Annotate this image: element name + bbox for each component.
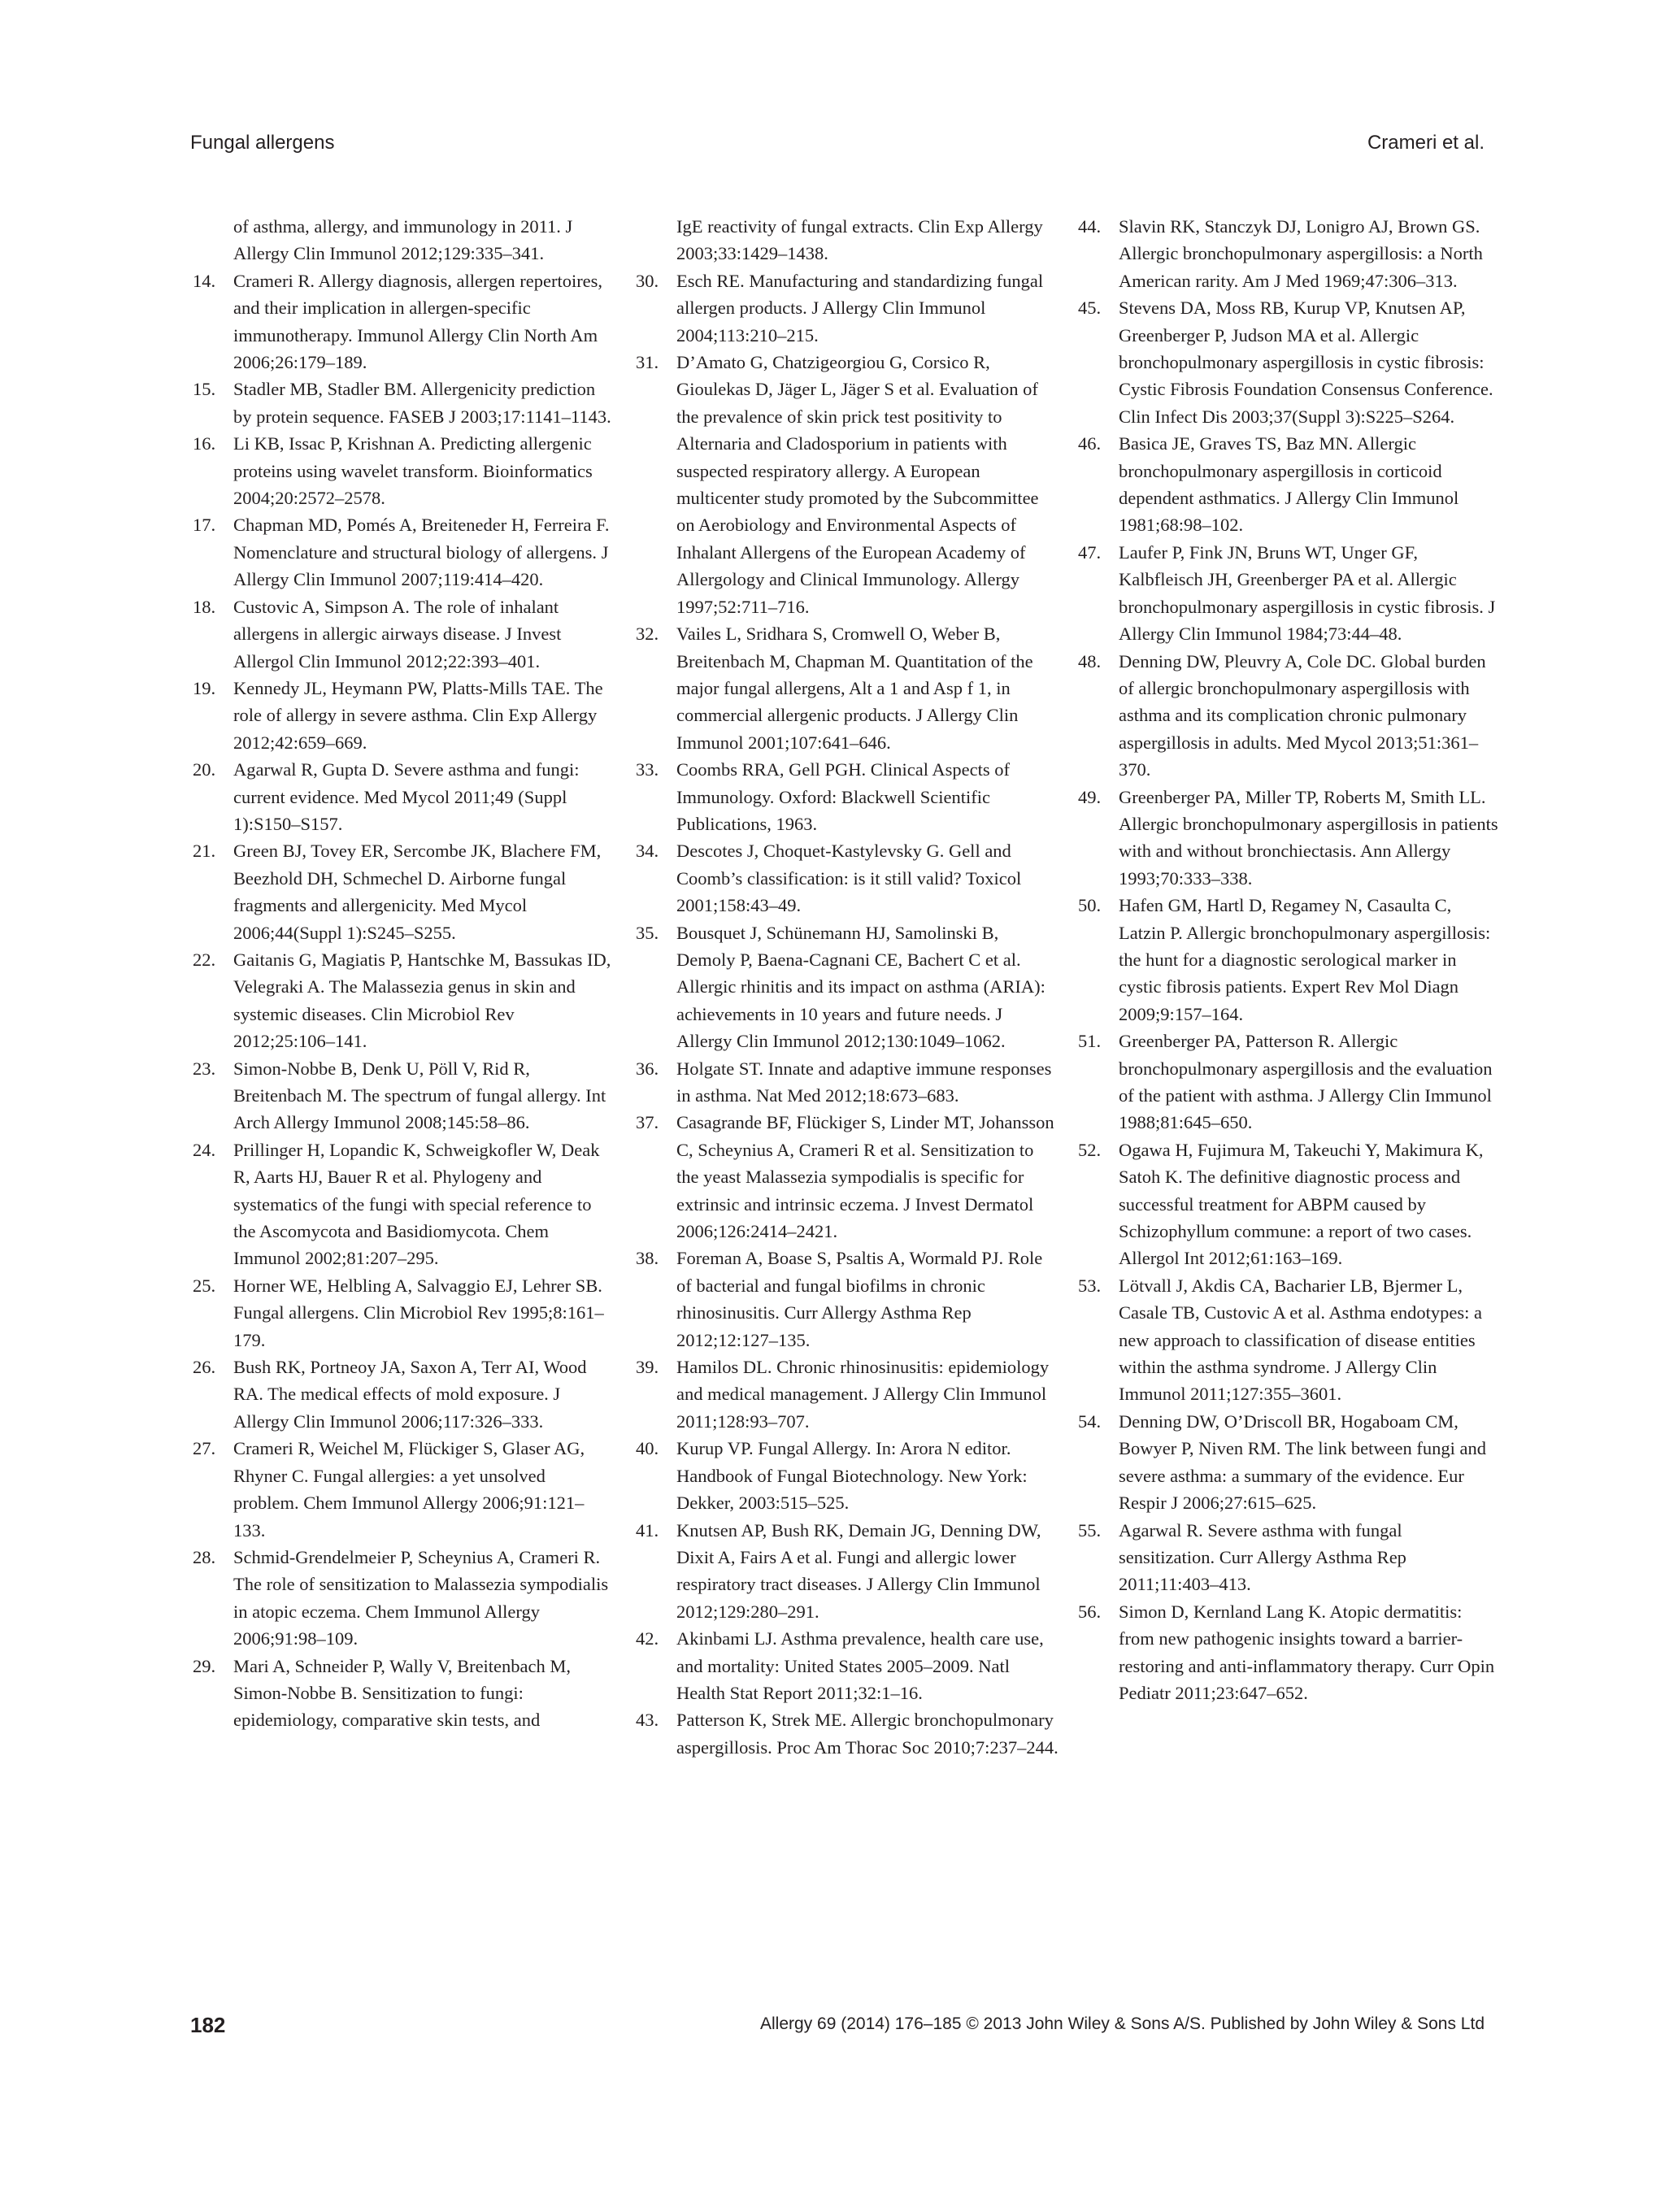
reference-number: 18.: [193, 596, 216, 617]
reference-entry: [193, 837, 615, 946]
reference-entry: [636, 919, 1059, 1055]
reference-text: Patterson K, Strek ME. Allergic bronchopulmonary aspergillosis. Proc Am Thorac Soc 2010;7:237–244.: [676, 1710, 1059, 1758]
reference-text: Casagrande BF, Flückiger S, Linder MT, Johansson C, Scheynius A, Crameri R et al. Sensitization to the yeast Malassezia sympodialis is specific for extrinsic and intrinsic eczema. J Invest Dermatol 2006;126:2414–2421.: [676, 1112, 1054, 1242]
reference-text: Slavin RK, Stanczyk DJ, Lonigro AJ, Brown GS. Allergic bronchopulmonary aspergillosis: a North American rarity. Am J Med 1969;47:306–313.: [1119, 216, 1483, 291]
reference-entry: [636, 1517, 1059, 1626]
reference-text: Foreman A, Boase S, Psaltis A, Wormald PJ. Role of bacterial and fungal biofilms in chronic rhinosinusitis. Curr Allergy Asthma Rep 2012;12:127–135.: [676, 1248, 1043, 1350]
reference-entry: [636, 837, 1059, 919]
reference-text: Green BJ, Tovey ER, Sercombe JK, Blachere FM, Beezhold DH, Schmechel D. Airborne fungal fragments and allergenicity. Med Mycol 2006;44(Suppl 1):S245–S255.: [233, 841, 602, 943]
reference-column-3: [1078, 213, 1501, 1706]
reference-text: Mari A, Schneider P, Wally V, Breitenbach M, Simon-Nobbe B. Sensitization to fungi: epidemiology, comparative skin tests, and: [233, 1655, 572, 1731]
reference-number: 42.: [636, 1628, 659, 1649]
reference-entry: [193, 756, 615, 837]
reference-number: 37.: [636, 1112, 659, 1133]
reference-number: 55.: [1078, 1519, 1102, 1541]
reference-text: Holgate ST. Innate and adaptive immune responses in asthma. Nat Med 2012;18:673–683.: [676, 1058, 1052, 1106]
reference-entry: [193, 1653, 615, 1734]
reference-text: Denning DW, O’Driscoll BR, Hogaboam CM, Bowyer P, Niven RM. The link between fungi and severe asthma: a summary of the evidence. Eur Respir J 2006;27:615–625.: [1119, 1410, 1487, 1514]
reference-text: Bousquet J, Schünemann HJ, Samolinski B, Demoly P, Baena-Cagnani CE, Bachert C et al. Allergic rhinitis and its impact on asthma (ARIA): achievements in 10 years and future needs. J Allergy Clin Immunol 2012;130:1049–1062.: [676, 922, 1046, 1052]
reference-entry: [1078, 892, 1501, 1028]
journal-citation: Allergy 69 (2014) 176–185 © 2013 John Wiley & Sons A/S. Published by John Wiley & Sons Ltd: [760, 2014, 1485, 2033]
reference-text: Kennedy JL, Heymann PW, Platts-Mills TAE. The role of allergy in severe asthma. Clin Exp Allergy 2012;42:659–669.: [233, 677, 603, 753]
reference-text: Agarwal R, Gupta D. Severe asthma and fungi: current evidence. Med Mycol 2011;49 (Suppl 1):S150–S157.: [233, 759, 580, 834]
reference-column-1: [193, 213, 615, 1734]
reference-number: 50.: [1078, 895, 1102, 916]
reference-number: 14.: [193, 270, 216, 291]
reference-entry: [1078, 539, 1501, 648]
reference-number: 27.: [193, 1438, 216, 1459]
reference-text: Greenberger PA, Miller TP, Roberts M, Smith LL. Allergic bronchopulmonary aspergillosis in patients with and without bronchiectasis. Ann Allergy 1993;70:333–338.: [1119, 786, 1498, 889]
reference-number: 49.: [1078, 786, 1102, 807]
reference-entry: [1078, 1408, 1501, 1517]
reference-text: Hamilos DL. Chronic rhinosinusitis: epidemiology and medical management. J Allergy Clin Immunol 2011;128:93–707.: [676, 1357, 1050, 1432]
reference-text: Basica JE, Graves TS, Baz MN. Allergic bronchopulmonary aspergillosis in corticoid dependent asthmatics. J Allergy Clin Immunol 1981;68:98–102.: [1119, 433, 1459, 536]
reference-entry: [1078, 1028, 1501, 1136]
reference-number: 31.: [636, 352, 659, 373]
reference-entry: [1078, 1136, 1501, 1272]
reference-text: Stevens DA, Moss RB, Kurup VP, Knutsen AP, Greenberger P, Judson MA et al. Allergic bronchopulmonary aspergillosis in cystic fibrosis: Cystic Fibrosis Foundation Consensus Conference. Clin Infect Dis 2003;37(Suppl 3):S225–S264.: [1119, 298, 1493, 427]
reference-entry: [193, 1544, 615, 1653]
reference-entry: [1078, 1272, 1501, 1408]
reference-number: 24.: [193, 1139, 216, 1160]
reference-text: Greenberger PA, Patterson R. Allergic bronchopulmonary aspergillosis and the evaluation of the patient with asthma. J Allergy Clin Immunol 1988;81:645–650.: [1119, 1031, 1493, 1133]
reference-text: Bush RK, Portneoy JA, Saxon A, Terr AI, Wood RA. The medical effects of mold exposure. J Allergy Clin Immunol 2006;117:326–333.: [233, 1357, 587, 1432]
reference-entry: [636, 1055, 1059, 1110]
reference-text: Simon-Nobbe B, Denk U, Pöll V, Rid R, Breitenbach M. The spectrum of fungal allergy. Int Arch Allergy Immunol 2008;145:58–86.: [233, 1058, 606, 1133]
reference-number: 19.: [193, 677, 216, 698]
reference-text: Chapman MD, Pomés A, Breiteneder H, Ferreira F. Nomenclature and structural biology of allergens. J Allergy Clin Immunol 2007;119:414–420.: [233, 515, 610, 590]
running-head-authors: Crameri et al.: [1367, 132, 1485, 154]
reference-entry: [636, 1354, 1059, 1435]
reference-text: D’Amato G, Chatzigeorgiou G, Corsico R, Gioulekas D, Jäger L, Jäger S et al. Evaluation of the prevalence of skin prick test positivity to Alternaria and Cladosporium in patients with suspected respiratory allergy. A European multicenter study promoted by the Subcommittee on Aerobiology and Environmental Aspects of Inhalant Allergens of the European Academy of Allergology and Clinical Immunology. Allergy 1997;52:711–716.: [676, 352, 1039, 617]
reference-text: Li KB, Issac P, Krishnan A. Predicting allergenic proteins using wavelet transform. Bioinformatics 2004;20:2572–2578.: [233, 433, 593, 509]
reference-entry: [193, 1354, 615, 1435]
reference-text: Simon D, Kernland Lang K. Atopic dermatitis: from new pathogenic insights toward a barrier-restoring and anti-inflammatory therapy. Curr Opin Pediatr 2011;23:647–652.: [1119, 1601, 1495, 1703]
reference-number: 35.: [636, 922, 659, 943]
reference-entry: [1078, 430, 1501, 539]
reference-text: Gaitanis G, Magiatis P, Hantschke M, Bassukas ID, Velegraki A. The Malassezia genus in skin and systemic diseases. Clin Microbiol Rev 2012;25:106–141.: [233, 949, 611, 1052]
reference-text: Descotes J, Choquet-Kastylevsky G. Gell and Coomb’s classification: is it still valid? Toxicol 2001;158:43–49.: [676, 841, 1022, 916]
reference-number: 33.: [636, 759, 659, 780]
reference-text: Laufer P, Fink JN, Bruns WT, Unger GF, Kalbfleisch JH, Greenberger PA et al. Allergic bronchopulmonary aspergillosis in cystic fibrosis. J Allergy Clin Immunol 1984;73:44–48.: [1119, 541, 1496, 645]
reference-number: 34.: [636, 841, 659, 862]
reference-entry: [636, 349, 1059, 620]
reference-text: Coombs RRA, Gell PGH. Clinical Aspects of Immunology. Oxford: Blackwell Scientific Publications, 1963.: [676, 759, 1010, 834]
reference-text: Custovic A, Simpson A. The role of inhalant allergens in allergic airways disease. J Invest Allergol Clin Immunol 2012;22:393–401.: [233, 596, 562, 671]
reference-number: 48.: [1078, 650, 1102, 671]
reference-text: Agarwal R. Severe asthma with fungal sensitization. Curr Allergy Asthma Rep 2011;11:403–413.: [1119, 1519, 1406, 1595]
reference-entry: [193, 1055, 615, 1136]
reference-number: 21.: [193, 841, 216, 862]
reference-entry: [1078, 1517, 1501, 1598]
reference-number: 56.: [1078, 1601, 1102, 1622]
reference-text: Esch RE. Manufacturing and standardizing fungal allergen products. J Allergy Clin Immunol 2004;113:210–215.: [676, 270, 1044, 345]
reference-number: 46.: [1078, 433, 1102, 454]
reference-text: Stadler MB, Stadler BM. Allergenicity prediction by protein sequence. FASEB J 2003;17:1141–1143.: [233, 379, 611, 427]
reference-number: 32.: [636, 624, 659, 645]
reference-text: Crameri R, Weichel M, Flückiger S, Glaser AG, Rhyner C. Fungal allergies: a yet unsolved problem. Chem Immunol Allergy 2006;91:121–133.: [233, 1438, 585, 1541]
reference-entry: [636, 1706, 1059, 1761]
reference-number: 41.: [636, 1519, 659, 1541]
reference-entry: [1078, 294, 1501, 430]
reference-text: Crameri R. Allergy diagnosis, allergen repertoires, and their implication in allergen-specific immunotherapy. Immunol Allergy Clin North Am 2006;26:179–189.: [233, 270, 603, 373]
reference-number: 25.: [193, 1275, 216, 1296]
reference-text: Denning DW, Pleuvry A, Cole DC. Global burden of allergic bronchopulmonary aspergillosis with asthma and its complication chronic pulmonary aspergillosis in adults. Med Mycol 2013;51:361–370.: [1119, 650, 1486, 780]
reference-text: Vailes L, Sridhara S, Cromwell O, Weber B, Breitenbach M, Chapman M. Quantitation of the major fungal allergens, Alt a 1 and Asp f 1, in commercial allergenic products. J Allergy Clin Immunol 2001;107:641–646.: [676, 624, 1033, 753]
reference-entry: [1078, 1598, 1501, 1707]
running-head-title: Fungal allergens: [190, 132, 335, 154]
reference-text: Lötvall J, Akdis CA, Bacharier LB, Bjermer L, Casale TB, Custovic A et al. Asthma endotypes: a new approach to classification of disease entities within the asthma syndrome. J Allergy Clin Immunol 2011;127:355–3601.: [1119, 1275, 1483, 1405]
reference-number: 38.: [636, 1248, 659, 1269]
reference-text: of asthma, allergy, and immunology in 2011. J Allergy Clin Immunol 2012;129:335–341.: [233, 216, 573, 264]
reference-entry: [1078, 784, 1501, 893]
reference-number: 51.: [1078, 1031, 1102, 1052]
reference-entry: [193, 1272, 615, 1354]
reference-number: 26.: [193, 1357, 216, 1378]
reference-text: IgE reactivity of fungal extracts. Clin Exp Allergy 2003;33:1429–1438.: [676, 216, 1043, 264]
reference-text: Akinbami LJ. Asthma prevalence, health care use, and mortality: United States 2005–2009. Natl Health Stat Report 2011;32:1–16.: [676, 1628, 1044, 1703]
page-number: 182: [190, 2013, 226, 2037]
reference-entry: [636, 267, 1059, 349]
reference-entry: [636, 1625, 1059, 1706]
reference-entry: [1078, 213, 1501, 294]
reference-entry: [193, 267, 615, 376]
reference-entry: [193, 511, 615, 593]
reference-entry: [1078, 648, 1501, 784]
reference-text: Hafen GM, Hartl D, Regamey N, Casaulta C, Latzin P. Allergic bronchopulmonary aspergillosis: the hunt for a diagnostic serological marker in cystic fibrosis patients. Expert Rev Mol Diagn 2009;9:157–164.: [1119, 895, 1491, 1024]
reference-number: 29.: [193, 1655, 216, 1676]
reference-number: 44.: [1078, 216, 1102, 237]
reference-entry: [193, 213, 615, 267]
reference-number: 43.: [636, 1710, 659, 1731]
reference-text: Prillinger H, Lopandic K, Schweigkofler W, Deak R, Aarts HJ, Bauer R et al. Phylogeny and systematics of the fungi with special reference to the Ascomycota and Basidiomycota. Chem Immunol 2002;81:207–295.: [233, 1139, 600, 1269]
reference-entry: [636, 213, 1059, 267]
reference-text: Ogawa H, Fujimura M, Takeuchi Y, Makimura K, Satoh K. The definitive diagnostic process and successful treatment for ABPM caused by Schizophyllum commune: a report of two cases. Allergol Int 2012;61:163–169.: [1119, 1139, 1484, 1269]
reference-entry: [636, 1245, 1059, 1354]
reference-number: 30.: [636, 270, 659, 291]
reference-number: 22.: [193, 949, 216, 970]
reference-entry: [193, 593, 615, 675]
reference-text: Horner WE, Helbling A, Salvaggio EJ, Lehrer SB. Fungal allergens. Clin Microbiol Rev 1995;8:161–179.: [233, 1275, 604, 1350]
reference-entry: [636, 1109, 1059, 1245]
reference-entry: [193, 1136, 615, 1272]
reference-text: Knutsen AP, Bush RK, Demain JG, Denning DW, Dixit A, Fairs A et al. Fungi and allergic lower respiratory tract diseases. J Allergy Clin Immunol 2012;129:280–291.: [676, 1519, 1041, 1622]
reference-entry: [636, 1435, 1059, 1516]
reference-number: 16.: [193, 433, 216, 454]
reference-number: 39.: [636, 1357, 659, 1378]
reference-text: Kurup VP. Fungal Allergy. In: Arora N editor. Handbook of Fungal Biotechnology. New York: Dekker, 2003:515–525.: [676, 1438, 1028, 1514]
reference-entry: [636, 756, 1059, 837]
reference-number: 45.: [1078, 298, 1102, 319]
reference-column-2: [636, 213, 1059, 1761]
reference-number: 28.: [193, 1546, 216, 1567]
reference-number: 54.: [1078, 1410, 1102, 1432]
reference-number: 52.: [1078, 1139, 1102, 1160]
reference-entry: [193, 675, 615, 756]
reference-entry: [193, 946, 615, 1055]
reference-entry: [193, 376, 615, 430]
reference-entry: [193, 1435, 615, 1544]
reference-number: 53.: [1078, 1275, 1102, 1296]
reference-number: 15.: [193, 379, 216, 400]
reference-number: 36.: [636, 1058, 659, 1079]
reference-text: Schmid-Grendelmeier P, Scheynius A, Crameri R. The role of sensitization to Malassezia sympodialis in atopic eczema. Chem Immunol Allergy 2006;91:98–109.: [233, 1546, 609, 1649]
reference-entry: [636, 620, 1059, 756]
reference-number: 20.: [193, 759, 216, 780]
reference-number: 17.: [193, 515, 216, 536]
reference-number: 23.: [193, 1058, 216, 1079]
reference-number: 40.: [636, 1438, 659, 1459]
reference-number: 47.: [1078, 541, 1102, 563]
reference-entry: [193, 430, 615, 511]
